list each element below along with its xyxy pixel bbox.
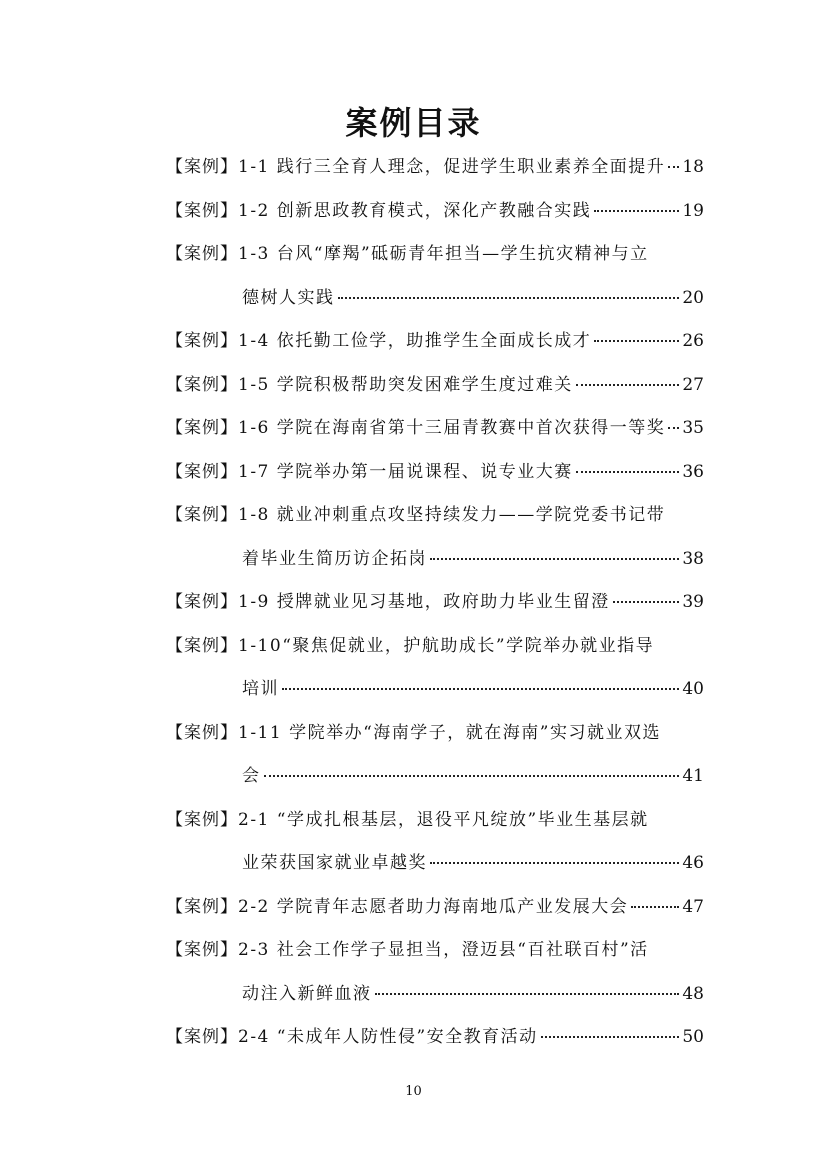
toc-entry-line[interactable] [166, 625, 704, 669]
dot-leader [430, 862, 679, 864]
toc-entry-line[interactable] [166, 973, 704, 1017]
toc-entry-line[interactable] [166, 451, 704, 495]
toc-entry-page: 48 [682, 983, 704, 1004]
toc-entry-line[interactable] [166, 146, 704, 190]
dot-leader [282, 688, 679, 690]
toc-entry-page: 41 [682, 766, 704, 786]
toc-entry-tag: 【案例】 [166, 635, 238, 656]
toc-entry-tag: 【案例】 [166, 418, 238, 438]
toc-entry-title: 1-6 学院在海南省第十三届青教赛中首次获得一等奖 [238, 418, 666, 438]
toc-entry-title: 着毕业生简历访企拓岗 [242, 548, 427, 569]
dot-leader [264, 775, 680, 777]
toc-entry-tag: 【案例】 [166, 809, 238, 830]
toc-entry-tag: 【案例】 [166, 200, 238, 221]
toc-entry-line[interactable] [166, 364, 704, 408]
toc-entry-page: 20 [682, 287, 704, 308]
dot-leader [668, 427, 679, 429]
page-number: 10 [405, 1084, 422, 1099]
toc-entry-line[interactable] [166, 320, 704, 364]
toc-entry-title: 1-4 依托勤工俭学，助推学生全面成长成才 [238, 331, 592, 351]
toc-entry-line[interactable] [166, 842, 704, 886]
toc-entry-title: 2-4 “未成年人防性侵”安全教育活动 [238, 1027, 538, 1047]
toc-entry-page: 36 [682, 461, 704, 482]
dot-leader [576, 471, 680, 473]
dot-leader [576, 384, 680, 386]
dot-leader [338, 297, 680, 299]
page-title: 案例目录 [345, 104, 482, 142]
toc-entry-page: 39 [682, 592, 704, 612]
toc-entry-page: 35 [682, 418, 704, 438]
toc-entry-tag: 【案例】 [166, 505, 238, 525]
toc-entry-title: 1-7 学院举办第一届说课程、说专业大赛 [238, 461, 573, 482]
toc-entry-title: 动注入新鲜血液 [242, 983, 372, 1004]
toc-entry-tag: 【案例】 [166, 1027, 238, 1047]
toc-entry-line[interactable] [166, 494, 704, 538]
toc-entry-title: 1-5 学院积极帮助突发困难学生度过难关 [238, 374, 573, 395]
dot-leader [375, 993, 680, 995]
toc-entry-tag: 【案例】 [166, 722, 238, 743]
toc-entry-line[interactable] [166, 538, 704, 582]
toc-entry-tag: 【案例】 [166, 374, 238, 395]
toc-entry-page: 27 [682, 374, 704, 395]
toc-entry-line[interactable] [166, 755, 704, 799]
toc-entry-tag: 【案例】 [166, 461, 238, 482]
toc-entry-title: 2-2 学院青年志愿者助力海南地瓜产业发展大会 [238, 896, 629, 917]
toc-entry-line[interactable] [166, 712, 704, 756]
toc-entry-page: 46 [682, 853, 704, 873]
toc-entry-title: 2-3 社会工作学子显担当，澄迈县“百社联百村”活 [238, 940, 649, 960]
toc-entry-page: 26 [682, 331, 704, 351]
toc-entry-line[interactable] [166, 190, 704, 234]
toc-entry-tag: 【案例】 [166, 940, 238, 960]
dot-leader [668, 166, 679, 168]
toc-entry-line[interactable] [166, 233, 704, 277]
table-of-contents [166, 146, 704, 1060]
toc-entry-line[interactable] [166, 581, 704, 625]
dot-leader [594, 340, 679, 342]
toc-entry-line[interactable] [166, 886, 704, 930]
toc-entry-title: 1-3 台风“摩羯”砥砺青年担当—学生抗灾精神与立 [238, 244, 649, 264]
toc-entry-tag: 【案例】 [166, 592, 238, 612]
toc-entry-line[interactable] [166, 407, 704, 451]
toc-entry-line[interactable] [166, 668, 704, 712]
dot-leader [594, 210, 679, 212]
toc-entry-title: 1-10“聚焦促就业，护航助成长”学院举办就业指导 [238, 635, 655, 656]
toc-entry-line[interactable] [166, 277, 704, 321]
toc-entry-title: 1-8 就业冲刺重点攻坚持续发力——学院党委书记带 [238, 505, 666, 525]
toc-entry-tag: 【案例】 [166, 157, 238, 177]
toc-entry-title: 2-1 “学成扎根基层，退役平凡绽放”毕业生基层就 [238, 809, 649, 830]
toc-entry-page: 47 [682, 896, 704, 917]
toc-entry-title: 1-9 授牌就业见习基地，政府助力毕业生留澄 [238, 592, 610, 612]
toc-entry-title: 业荣获国家就业卓越奖 [242, 853, 427, 873]
dot-leader [430, 558, 679, 560]
toc-entry-line[interactable] [166, 1016, 704, 1060]
toc-entry-line[interactable] [166, 929, 704, 973]
dot-leader [631, 906, 679, 908]
toc-entry-tag: 【案例】 [166, 331, 238, 351]
toc-entry-title: 培训 [242, 679, 279, 699]
toc-entry-page: 50 [682, 1027, 704, 1047]
toc-entry-title: 1-1 践行三全育人理念，促进学生职业素养全面提升 [238, 157, 666, 177]
dot-leader [613, 601, 680, 603]
toc-entry-page: 38 [682, 548, 704, 569]
toc-entry-title: 会 [242, 766, 261, 786]
toc-entry-title: 1-2 创新思政教育模式，深化产教融合实践 [238, 200, 592, 221]
toc-entry-page: 19 [682, 200, 704, 221]
toc-entry-title: 德树人实践 [242, 287, 335, 308]
toc-entry-tag: 【案例】 [166, 896, 238, 917]
toc-entry-page: 40 [682, 679, 704, 699]
toc-entry-title: 1-11 学院举办“海南学子，就在海南”实习就业双选 [238, 722, 661, 743]
toc-entry-tag: 【案例】 [166, 244, 238, 264]
toc-entry-line[interactable] [166, 799, 704, 843]
toc-entry-page: 18 [682, 157, 704, 177]
dot-leader [541, 1036, 680, 1038]
